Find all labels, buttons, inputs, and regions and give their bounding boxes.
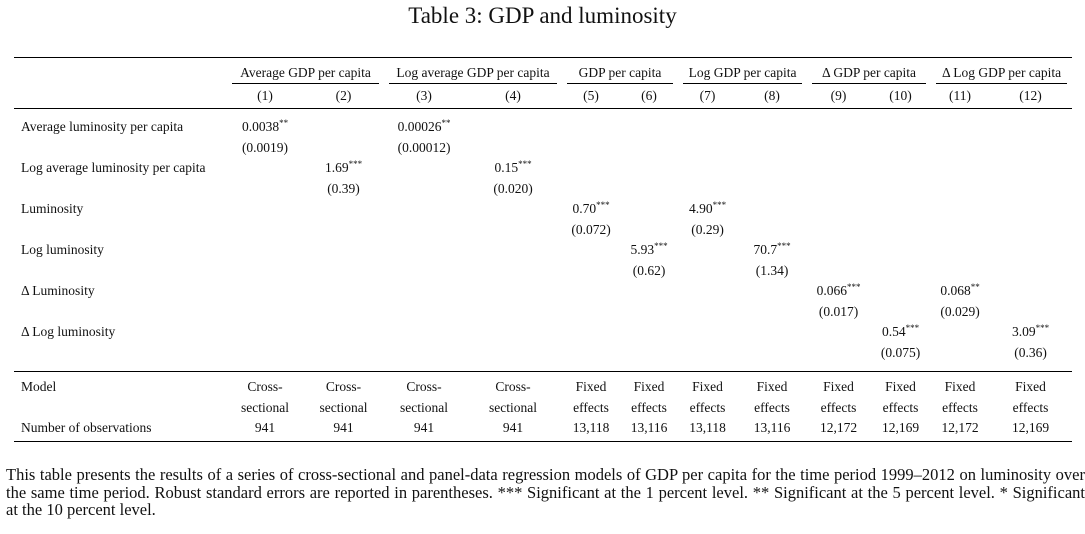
coefficient-cell	[678, 158, 737, 179]
std-error-cell	[227, 343, 303, 364]
model-type-line2: sectional	[489, 399, 537, 415]
coefficient-cell	[807, 199, 870, 220]
std-error-cell	[620, 138, 678, 159]
column-number: (9)	[807, 84, 870, 109]
std-error-value: (0.36)	[1014, 344, 1047, 360]
std-error-cell	[384, 179, 464, 200]
row-label-blank	[14, 261, 227, 282]
coefficient-cell	[303, 322, 384, 343]
std-error-cell	[620, 179, 678, 200]
coefficient-cell	[870, 281, 931, 302]
coefficient-cell	[227, 322, 303, 343]
group-header-row	[14, 58, 1072, 85]
spacer-row	[14, 363, 1072, 372]
group-header	[807, 58, 931, 85]
observation-count: 941	[303, 418, 384, 441]
coefficient-row	[14, 322, 1072, 343]
model-type-line1: Fixed	[678, 372, 737, 398]
std-error-cell	[562, 302, 620, 323]
std-error-cell	[807, 302, 870, 323]
coefficient-cell	[989, 158, 1072, 179]
std-error-cell	[303, 220, 384, 241]
coefficient-cell	[384, 158, 464, 179]
observation-count: 941	[464, 418, 562, 441]
std-error-cell	[678, 261, 737, 282]
coefficient-cell	[227, 199, 303, 220]
std-error-cell	[384, 220, 464, 241]
group-header-label: Log average GDP per capita	[389, 63, 557, 84]
table-note: This table presents the results of a series of cross-sectional and panel-data regression models of GDP per capita for the time period 1999–2012 on luminosity over the same time period. Robust standard errors are reported in parentheses. *** Significant at the 1 percent level. ** Significant at the 5 percent level. * Significant at the 10 percent level.	[6, 465, 1085, 519]
std-error-value: (0.29)	[691, 221, 724, 237]
std-error-cell	[227, 261, 303, 282]
spacer-cell	[14, 363, 1072, 372]
coefficient-cell	[562, 199, 620, 220]
significance-stars: ***	[1035, 323, 1050, 333]
std-error-row	[14, 343, 1072, 364]
row-label: Δ Luminosity	[21, 283, 95, 298]
coefficient-row	[14, 240, 1072, 261]
model-type-line2: effects	[1012, 399, 1049, 415]
coefficient-cell	[931, 117, 989, 138]
coefficient-value: 0.15	[494, 160, 519, 175]
std-error-cell	[931, 302, 989, 323]
std-error-cell	[870, 179, 931, 200]
coefficient-value: 70.7	[753, 242, 778, 257]
std-error-cell	[807, 261, 870, 282]
significance-stars: ***	[348, 159, 363, 169]
std-error-row	[14, 261, 1072, 282]
std-error-cell	[678, 302, 737, 323]
coefficient-value: 0.54	[881, 324, 906, 339]
observation-count: 12,169	[989, 418, 1072, 441]
coefficient-value: 0.0038	[241, 119, 280, 134]
significance-stars: ***	[596, 200, 610, 210]
coefficient-row	[14, 199, 1072, 220]
coefficient-cell	[870, 158, 931, 179]
model-type-line1: Fixed	[562, 372, 620, 398]
std-error-value: (0.62)	[632, 262, 666, 278]
std-error-cell	[989, 261, 1072, 282]
row-label: Number of observations	[14, 418, 227, 441]
coefficient-cell	[303, 117, 384, 138]
group-header	[227, 58, 384, 85]
std-error-cell	[464, 179, 562, 200]
std-error-cell	[931, 261, 989, 282]
coefficient-cell	[303, 158, 384, 179]
row-label-blank	[14, 398, 227, 419]
coefficient-cell	[737, 281, 807, 302]
significance-stars: ***	[846, 282, 861, 292]
coefficient-cell	[989, 199, 1072, 220]
row-label: Model	[14, 372, 227, 398]
significance-stars: ***	[777, 241, 791, 251]
column-number: (8)	[737, 84, 807, 109]
coefficient-cell	[562, 281, 620, 302]
std-error-cell	[562, 220, 620, 241]
std-error-value: (0.017)	[818, 303, 859, 319]
std-error-cell	[807, 220, 870, 241]
coefficient-cell	[464, 281, 562, 302]
std-error-cell	[562, 343, 620, 364]
coefficient-cell	[989, 117, 1072, 138]
row-label: Average luminosity per capita	[21, 119, 184, 134]
coefficient-cell	[464, 117, 562, 138]
std-error-cell	[870, 138, 931, 159]
coefficient-cell	[807, 158, 870, 179]
coefficient-cell	[678, 117, 737, 138]
column-number: (12)	[989, 84, 1072, 109]
std-error-row	[14, 302, 1072, 323]
std-error-cell	[303, 261, 384, 282]
model-type-line1: Fixed	[620, 372, 678, 398]
std-error-cell	[620, 220, 678, 241]
std-error-cell	[303, 343, 384, 364]
coefficient-cell	[870, 199, 931, 220]
std-error-cell	[384, 138, 464, 159]
table-title: Table 3: GDP and luminosity	[408, 3, 677, 28]
std-error-cell	[678, 343, 737, 364]
coefficient-cell	[807, 240, 870, 261]
std-error-cell	[737, 138, 807, 159]
coefficient-cell	[562, 322, 620, 343]
std-error-cell	[227, 220, 303, 241]
std-error-cell	[227, 138, 303, 159]
std-error-cell	[737, 179, 807, 200]
std-error-cell	[303, 179, 384, 200]
coefficient-cell	[989, 281, 1072, 302]
column-number: (2)	[303, 84, 384, 109]
model-type-line1: Cross-	[303, 372, 384, 398]
std-error-value: (0.0019)	[241, 139, 289, 155]
std-error-cell	[620, 261, 678, 282]
model-type-line2: effects	[820, 399, 857, 415]
column-number: (11)	[931, 84, 989, 109]
coefficient-cell	[870, 322, 931, 343]
group-header	[384, 58, 562, 85]
coefficient-value: 3.09	[1011, 324, 1036, 339]
column-number: (10)	[870, 84, 931, 109]
std-error-cell	[464, 138, 562, 159]
column-number: (3)	[384, 84, 464, 109]
std-error-cell	[870, 220, 931, 241]
coefficient-cell	[737, 158, 807, 179]
coefficient-cell	[870, 240, 931, 261]
std-error-cell	[620, 302, 678, 323]
group-header-label: GDP per capita	[567, 63, 673, 84]
significance-stars: **	[279, 118, 289, 128]
std-error-cell	[737, 302, 807, 323]
group-header-label: Δ Log GDP per capita	[936, 63, 1067, 84]
model-type-line1: Cross-	[384, 372, 464, 398]
coefficient-value: 0.068	[940, 283, 971, 298]
std-error-value: (0.39)	[327, 180, 360, 196]
coefficient-cell	[989, 322, 1072, 343]
significance-stars: ***	[654, 241, 668, 251]
model-type-line2: sectional	[241, 399, 289, 415]
std-error-cell	[303, 138, 384, 159]
std-error-cell	[227, 179, 303, 200]
std-error-cell	[464, 302, 562, 323]
std-error-cell	[737, 343, 807, 364]
coefficient-cell	[620, 199, 678, 220]
observation-count: 941	[384, 418, 464, 441]
std-error-row	[14, 138, 1072, 159]
group-header-label: Average GDP per capita	[232, 63, 379, 84]
coefficient-cell	[931, 322, 989, 343]
observation-count: 13,116	[737, 418, 807, 441]
coefficient-cell	[620, 240, 678, 261]
std-error-cell	[620, 343, 678, 364]
coefficient-cell	[737, 240, 807, 261]
observation-count: 12,172	[807, 418, 870, 441]
coefficient-cell	[870, 117, 931, 138]
coefficient-cell	[227, 117, 303, 138]
model-type-line1: Fixed	[807, 372, 870, 398]
coefficient-cell	[989, 240, 1072, 261]
std-error-cell	[931, 179, 989, 200]
coefficient-cell	[464, 322, 562, 343]
model-type-line2: effects	[942, 399, 978, 415]
significance-stars: ***	[905, 323, 920, 333]
column-number-row	[14, 84, 1072, 109]
coefficient-cell	[303, 240, 384, 261]
std-error-cell	[989, 179, 1072, 200]
coefficient-cell	[807, 117, 870, 138]
group-header	[931, 58, 1072, 85]
coefficient-value: 0.00026	[397, 119, 442, 134]
std-error-cell	[989, 343, 1072, 364]
coefficient-cell	[227, 158, 303, 179]
model-type-line1: Fixed	[989, 372, 1072, 398]
coefficient-cell	[303, 281, 384, 302]
row-label: Δ Log luminosity	[21, 324, 116, 339]
coefficient-cell	[562, 117, 620, 138]
std-error-value: (0.00012)	[397, 139, 451, 155]
std-error-cell	[384, 343, 464, 364]
std-error-cell	[227, 302, 303, 323]
significance-stars: ***	[712, 200, 727, 210]
column-number: (7)	[678, 84, 737, 109]
std-error-cell	[807, 343, 870, 364]
std-error-row	[14, 179, 1072, 200]
std-error-row	[14, 220, 1072, 241]
std-error-cell	[384, 302, 464, 323]
coefficient-cell	[931, 281, 989, 302]
std-error-cell	[464, 261, 562, 282]
std-error-cell	[737, 261, 807, 282]
coefficient-cell	[678, 322, 737, 343]
model-type-line1: Cross-	[464, 372, 562, 398]
column-number: (4)	[464, 84, 562, 109]
model-type-line2: effects	[754, 399, 790, 415]
coefficient-cell	[620, 158, 678, 179]
std-error-cell	[870, 343, 931, 364]
std-error-cell	[870, 302, 931, 323]
significance-stars: **	[441, 118, 451, 128]
spacer-row	[14, 109, 1072, 118]
std-error-value: (0.020)	[493, 180, 533, 196]
observation-count: 13,118	[562, 418, 620, 441]
coefficient-cell	[931, 199, 989, 220]
coefficient-cell	[678, 240, 737, 261]
std-error-value: (1.34)	[755, 262, 789, 278]
observation-count: 941	[227, 418, 303, 441]
std-error-value: (0.075)	[880, 344, 921, 360]
coefficient-cell	[737, 322, 807, 343]
coefficient-value: 5.93	[630, 242, 655, 257]
corner-cell	[14, 58, 227, 85]
std-error-cell	[737, 220, 807, 241]
column-number: (6)	[620, 84, 678, 109]
group-header-label: Δ GDP per capita	[812, 63, 926, 84]
std-error-value: (0.029)	[940, 303, 980, 319]
coefficient-cell	[807, 322, 870, 343]
coefficient-cell	[562, 240, 620, 261]
coefficient-cell	[678, 199, 737, 220]
model-type-line1: Fixed	[931, 372, 989, 398]
significance-stars: **	[970, 282, 980, 292]
coefficient-cell	[620, 281, 678, 302]
model-type-line2: sectional	[319, 399, 368, 415]
row-label: Log average luminosity per capita	[21, 160, 206, 175]
std-error-cell	[562, 261, 620, 282]
column-number: (5)	[562, 84, 620, 109]
coefficient-cell	[678, 281, 737, 302]
coefficient-cell	[384, 199, 464, 220]
coefficient-cell	[620, 117, 678, 138]
std-error-cell	[931, 220, 989, 241]
model-type-line2: effects	[882, 399, 919, 415]
coefficient-cell	[464, 240, 562, 261]
row-label-blank	[14, 138, 227, 159]
coefficient-row	[14, 117, 1072, 138]
model-type-line2: effects	[573, 399, 609, 415]
significance-stars: ***	[518, 159, 532, 169]
std-error-value: (0.072)	[571, 221, 611, 237]
model-type-line1: Fixed	[870, 372, 931, 398]
std-error-cell	[989, 220, 1072, 241]
group-header	[562, 58, 678, 85]
coefficient-value: 4.90	[688, 201, 713, 216]
coefficient-value: 1.69	[324, 160, 349, 175]
coefficient-cell	[384, 117, 464, 138]
std-error-cell	[989, 138, 1072, 159]
std-error-cell	[303, 302, 384, 323]
column-number: (1)	[227, 84, 303, 109]
row-label-blank	[14, 179, 227, 200]
std-error-cell	[678, 179, 737, 200]
std-error-cell	[870, 261, 931, 282]
coefficient-value: 0.70	[572, 201, 597, 216]
std-error-cell	[807, 138, 870, 159]
corner-cell	[14, 84, 227, 109]
std-error-cell	[678, 220, 737, 241]
group-header	[678, 58, 807, 85]
group-header-label: Log GDP per capita	[683, 63, 802, 84]
std-error-cell	[464, 220, 562, 241]
coefficient-cell	[303, 199, 384, 220]
coefficient-cell	[464, 199, 562, 220]
observations-row	[14, 418, 1072, 441]
observation-count: 12,169	[870, 418, 931, 441]
coefficient-cell	[931, 158, 989, 179]
row-label-blank	[14, 302, 227, 323]
model-type-line2: sectional	[400, 399, 448, 415]
coefficient-cell	[931, 240, 989, 261]
coefficient-cell	[562, 158, 620, 179]
row-label-blank	[14, 343, 227, 364]
coefficient-cell	[807, 281, 870, 302]
std-error-cell	[931, 138, 989, 159]
coefficient-cell	[384, 240, 464, 261]
std-error-cell	[678, 138, 737, 159]
spacer-cell	[14, 109, 1072, 118]
std-error-cell	[464, 343, 562, 364]
coefficient-cell	[620, 322, 678, 343]
model-type-line1: Cross-	[227, 372, 303, 398]
results-table	[14, 57, 1072, 442]
model-row-2	[14, 398, 1072, 419]
coefficient-cell	[737, 117, 807, 138]
observation-count: 12,172	[931, 418, 989, 441]
model-type-line2: effects	[689, 399, 726, 415]
std-error-cell	[931, 343, 989, 364]
row-label: Log luminosity	[21, 242, 104, 257]
coefficient-value: 0.066	[816, 283, 847, 298]
row-label-blank	[14, 220, 227, 241]
std-error-cell	[807, 179, 870, 200]
model-type-line2: effects	[631, 399, 667, 415]
coefficient-cell	[384, 281, 464, 302]
coefficient-cell	[227, 281, 303, 302]
coefficient-cell	[384, 322, 464, 343]
coefficient-cell	[227, 240, 303, 261]
std-error-cell	[989, 302, 1072, 323]
coefficient-row	[14, 158, 1072, 179]
model-type-line1: Fixed	[737, 372, 807, 398]
row-label: Luminosity	[21, 201, 84, 216]
coefficient-cell	[737, 199, 807, 220]
coefficient-cell	[464, 158, 562, 179]
observation-count: 13,118	[678, 418, 737, 441]
observation-count: 13,116	[620, 418, 678, 441]
std-error-cell	[562, 179, 620, 200]
model-row	[14, 372, 1072, 398]
std-error-cell	[562, 138, 620, 159]
coefficient-row	[14, 281, 1072, 302]
std-error-cell	[384, 261, 464, 282]
regression-table	[14, 57, 1072, 442]
